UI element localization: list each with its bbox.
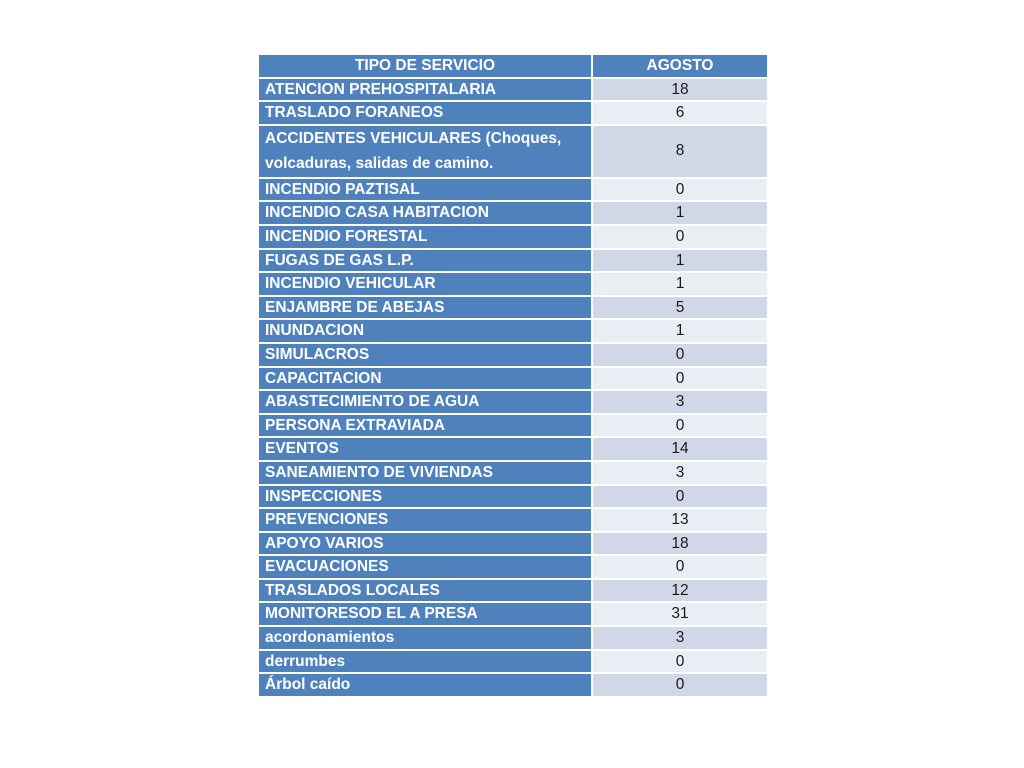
service-type-cell: SIMULACROS [258,343,592,367]
table-row [258,101,768,125]
service-type-cell: ATENCION PREHOSPITALARIA [258,78,592,102]
service-type-cell: INCENDIO FORESTAL [258,225,592,249]
service-type-cell: INUNDACION [258,319,592,343]
month-value-cell: 1 [592,249,768,273]
month-value-cell: 0 [592,178,768,202]
service-type-cell: ENJAMBRE DE ABEJAS [258,296,592,320]
table-row [258,249,768,273]
month-value-cell: 0 [592,414,768,438]
table-header-row [258,54,768,78]
service-type-cell: MONITORESOD EL A PRESA [258,602,592,626]
service-type-cell: PREVENCIONES [258,508,592,532]
table-row [258,508,768,532]
table-row [258,626,768,650]
service-type-cell: APOYO VARIOS [258,532,592,556]
table-row [258,201,768,225]
month-value-cell: 3 [592,461,768,485]
table-row [258,272,768,296]
table-row [258,485,768,509]
table-row [258,579,768,603]
month-value-cell: 0 [592,225,768,249]
header-month: AGOSTO [592,54,768,78]
table-row [258,673,768,697]
table-row [258,414,768,438]
service-type-cell: ACCIDENTES VEHICULARES (Choques, volcaduras, salidas de camino. [258,125,592,178]
month-value-cell: 1 [592,272,768,296]
service-type-cell: INSPECCIONES [258,485,592,509]
service-type-cell: EVENTOS [258,437,592,461]
service-type-cell: derrumbes [258,650,592,674]
table-row [258,78,768,102]
month-value-cell: 6 [592,101,768,125]
service-type-cell: PERSONA EXTRAVIADA [258,414,592,438]
month-value-cell: 18 [592,532,768,556]
table-row [258,178,768,202]
service-type-cell: INCENDIO CASA HABITACION [258,201,592,225]
service-type-cell: ABASTECIMIENTO DE AGUA [258,390,592,414]
table-row [258,319,768,343]
service-type-cell: acordonamientos [258,626,592,650]
month-value-cell: 3 [592,390,768,414]
table-row [258,390,768,414]
month-value-cell: 0 [592,485,768,509]
service-type-cell: EVACUACIONES [258,555,592,579]
month-value-cell: 8 [592,125,768,178]
month-value-cell: 1 [592,319,768,343]
month-value-cell: 0 [592,673,768,697]
services-table [257,53,769,698]
service-type-cell: INCENDIO VEHICULAR [258,272,592,296]
table-row [258,555,768,579]
service-type-cell: TRASLADO FORANEOS [258,101,592,125]
month-value-cell: 5 [592,296,768,320]
service-type-cell: Árbol caído [258,673,592,697]
month-value-cell: 0 [592,367,768,391]
table-row [258,532,768,556]
service-type-cell: CAPACITACION [258,367,592,391]
month-value-cell: 3 [592,626,768,650]
month-value-cell: 0 [592,343,768,367]
table-row [258,343,768,367]
month-value-cell: 31 [592,602,768,626]
month-value-cell: 1 [592,201,768,225]
table-row [258,125,768,178]
month-value-cell: 14 [592,437,768,461]
table-row [258,225,768,249]
month-value-cell: 0 [592,650,768,674]
service-type-cell: FUGAS DE GAS L.P. [258,249,592,273]
table-row [258,367,768,391]
month-value-cell: 18 [592,78,768,102]
header-service-type: TIPO DE SERVICIO [258,54,592,78]
month-value-cell: 12 [592,579,768,603]
table-row [258,437,768,461]
service-type-cell: INCENDIO PAZTISAL [258,178,592,202]
table-row [258,602,768,626]
service-type-cell: SANEAMIENTO DE VIVIENDAS [258,461,592,485]
month-value-cell: 0 [592,555,768,579]
table-row [258,650,768,674]
service-type-cell: TRASLADOS LOCALES [258,579,592,603]
month-value-cell: 13 [592,508,768,532]
table-row [258,296,768,320]
table-row [258,461,768,485]
